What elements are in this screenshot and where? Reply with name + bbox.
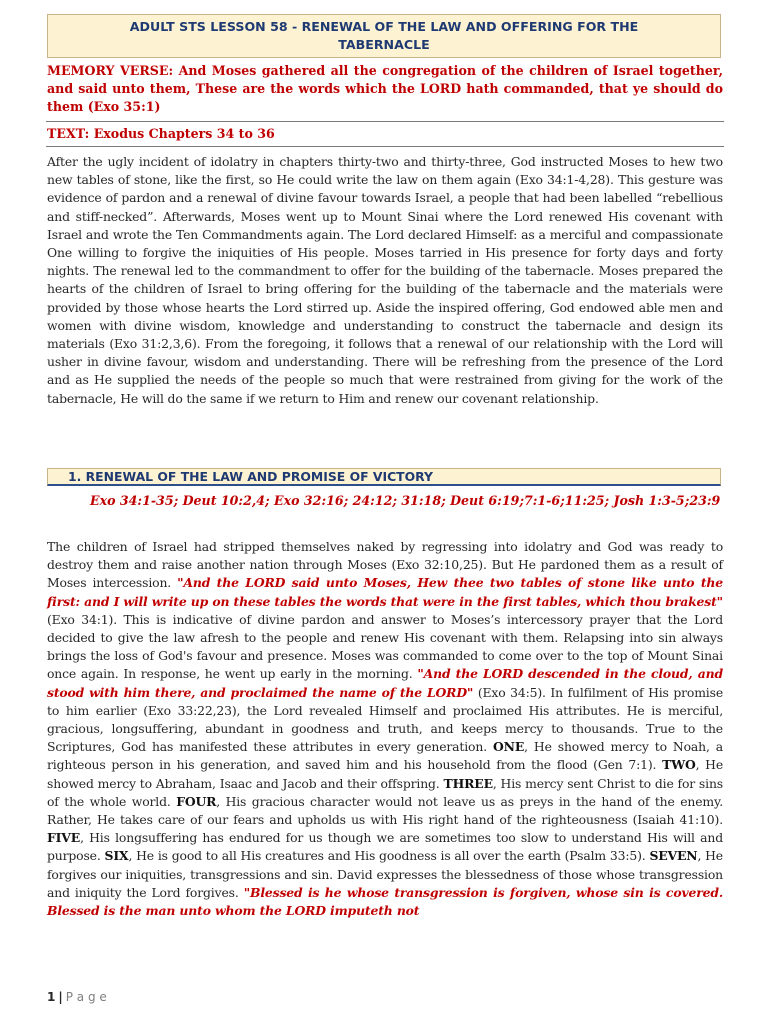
- memory-verse: MEMORY VERSE: And Moses gathered all the congregation of the children of Israel together, and said unto them, These are the words which the LORD hath commanded, that ye should do them (Exo 35:1): [47, 63, 723, 115]
- ordinal-marker: FIVE: [47, 830, 81, 846]
- divider-line: [46, 146, 724, 147]
- page-footer: [47, 990, 107, 1004]
- body-text: (Exo 34:1). This is indicative of divine pardon and answer to Moses’s intercessory prayer that the Lord decided to give the law afresh to the people and renew His covenant with them. Relapsing into sin always brings the loss of God's favour and presence. Moses was commanded to come over to the top of Mount Sinai once again. In response, he went up early in the morning.: [47, 611, 723, 682]
- body-text: , He showed mercy to Noah, a righteous person in his generation, and saved him and his household from the flood (Gen 7:1).: [47, 739, 723, 773]
- ordinal-marker: FOUR: [176, 793, 217, 809]
- text-reference: TEXT: Exodus Chapters 34 to 36: [47, 126, 275, 141]
- body-text: , His gracious character would not leave us as preys in the hand of the enemy. Rather, He takes care of our fears and upholds us with His right hand of the righteousness (Isaiah 41:10).: [47, 793, 723, 828]
- page-label: P a g e: [65, 990, 107, 1004]
- lesson-title-line-2: TABERNACLE: [338, 37, 430, 52]
- body-text: , He forgives our iniquities, transgressions and sin. David expresses the blessedness of those whose transgression and iniquity the Lord forgives.: [47, 848, 723, 900]
- section-heading: 1. RENEWAL OF THE LAW AND PROMISE OF VICTORY: [47, 468, 721, 486]
- body-text: , He showed mercy to Abraham, Isaac and Jacob and their offspring.: [47, 757, 724, 791]
- intro-paragraph: After the ugly incident of idolatry in chapters thirty-two and thirty-three, God instructed Moses to hew two new tables of stone, like the first, so He could write the law on them again (Exo 34:1-4,28). This gesture was evidence of pardon and a renewal of divine favour towards Israel, a people that had been labelled “rebellious and stiff-necked”. Afterwards, Moses went up to Mount Sinai where the Lord renewed His covenant with Israel and wrote the Ten Commandments again. The Lord declared Himself: as a merciful and compassionate One willing to forgive the iniquities of His people. Moses tarried in His presence for forty days and forty nights. The renewal led to the commandment to offer for the building of the tabernacle. Moses prepared the hearts of the children of Israel to bring offering for the building of the tabernacle and the materials were provided by those whose hearts the Lord stirred up. Aside the inspired offering, God endowed able men and women with divine wisdom, knowledge and understanding to construct the tabernacle and design its materials (Exo 31:2,3,6). From the foregoing, it follows that a renewal of our relationship with the Lord will usher in divine favour, wisdom and understanding. There will be refreshing from the presence of the Lord and as He supplied the needs of the people so much that were restrained from giving for the work of the tabernacle, He will do the same if we return to Him and renew our covenant relationship.: [47, 154, 723, 406]
- body-text: , His mercy sent Christ to die for sins of the whole world.: [47, 775, 723, 809]
- scripture-quote: "Blessed is he whose transgression is forgiven, whose sin is covered. Blessed is the man unto whom the LORD imputeth not: [47, 884, 724, 919]
- body-text: (Exo 34:5). In fulfilment of His promise to him earlier (Exo 33:22,23), the Lord revealed Himself and proclaimed His attributes. He is merciful, gracious, longsuffering, abundant in goodness and truth, and keeps mercy to thousands. True to the Scriptures, God has manifested these attributes in every generation.: [47, 684, 723, 755]
- ordinal-marker: SIX: [104, 848, 129, 864]
- scripture-quote: "And the LORD said unto Moses, Hew thee two tables of stone like unto the first: and I will write up on these tables the words that were in the first tables, which thou brakest": [47, 575, 723, 609]
- divider-line: [46, 121, 724, 122]
- lesson-title-line-1: ADULT STS LESSON 58 - RENEWAL OF THE LAW AND OFFERING FOR THE: [129, 19, 639, 34]
- lesson-title-box: [47, 14, 721, 58]
- ordinal-marker: THREE: [443, 775, 493, 791]
- scripture-quote: "And the LORD descended in the cloud, and stood with him there, and proclaimed the name of the LORD": [47, 666, 723, 700]
- body-text: , He is good to all His creatures and His goodness is all over the earth (Psalm 33:5).: [128, 848, 650, 864]
- ordinal-marker: TWO: [662, 757, 696, 773]
- scripture-references: Exo 34:1-35; Deut 10:2,4; Exo 32:16; 24:12; 31:18; Deut 6:19;7:1-6;11:25; Josh 1:3-5;23:9: [90, 493, 721, 508]
- page-number: 1: [47, 990, 56, 1004]
- ordinal-marker: SEVEN: [649, 848, 698, 864]
- body-text: The children of Israel had stripped themselves naked by regressing into idolatry and God was ready to destroy them and raise another nation through Moses (Exo 32:10,25). But He pardoned them as a result of Moses intercession.: [47, 539, 723, 591]
- body-text: , His longsuffering has endured for us though we are sometimes too slow to understand His will and purpose.: [47, 830, 723, 864]
- ordinal-marker: ONE: [493, 739, 525, 755]
- section-body-paragraph: [47, 538, 723, 920]
- footer-separator: |: [58, 990, 63, 1004]
